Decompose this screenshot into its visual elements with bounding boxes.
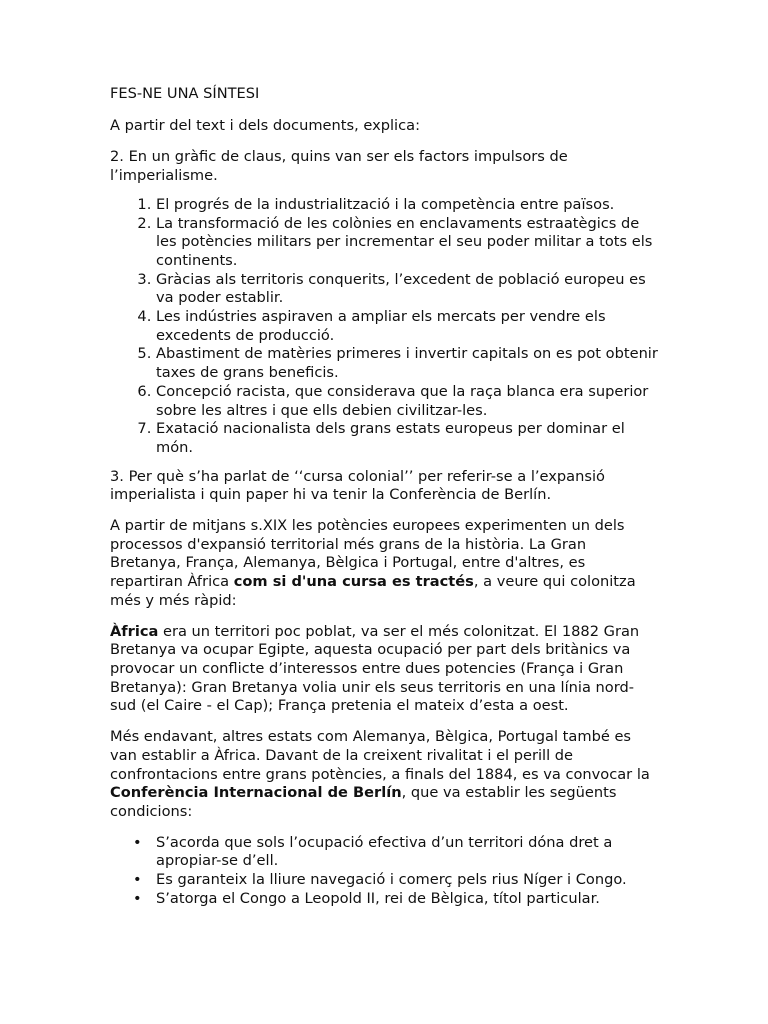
question-2: 2. En un gràfic de claus, quins van ser els factors impulsors de l’imperialisme. — [110, 148, 568, 185]
factor-item: 4. Les indústries aspiraven a ampliar els mercats per vendre els excedents de producció. — [156, 308, 660, 345]
factors-list — [110, 196, 660, 458]
conditions-list — [110, 834, 660, 909]
paragraph-cursa-colonial — [110, 517, 660, 611]
instruction-text: A partir del text i dels documents, explica: — [110, 116, 420, 134]
paragraph-text: era un territori poc poblat, va ser el més colonitzat. El 1882 Gran Bretanya va ocupar Egipte, aquesta ocupació per part dels britànics va provocar un conflicte d’interessos entre dues potencies (França i Gran Bretanya): Gran Bretanya volia unir els seus territoris en una línia nord-sud (el Caire - el Cap); França pretenia el mateix d’esta a oest. — [110, 622, 640, 715]
factor-item: 3. Gràcias als territoris conquerits, l’excedent de població europeu es va poder establir. — [156, 271, 660, 308]
factor-item: 1. El progrés de la industrialització i la competència entre països. — [156, 196, 660, 215]
paragraph-text: Més endavant, altres estats com Alemanya, Bèlgica, Portugal també es van establir a Àfrica. Davant de la creixent rivalitat i el perill de confrontacions entre grans potències, a finals del 1884, es va convocar la — [110, 728, 650, 783]
condition-item — [133, 833, 660, 871]
factor-item: 2. La transformació de les colònies en enclavaments estraatègics de les potències militars per incrementar el seu poder militar a tots els continents. — [156, 215, 660, 271]
factor-item: 6. Concepció racista, que considerava que la raça blanca era superior sobre les altres i que ells debien civilitzar-les. — [156, 383, 660, 420]
bold-phrase: com si d'una cursa es tractés — [233, 573, 474, 591]
condition-item — [133, 889, 660, 909]
bullet-icon: • — [133, 889, 142, 907]
condition-item — [133, 871, 660, 890]
paragraph-africa — [110, 623, 660, 717]
question-3: 3. Per què s’ha parlat de ‘‘cursa colonial’’ per referir-se a l’expansió imperialista i quin paper hi va tenir la Conferència de Berlín. — [110, 467, 605, 504]
factor-item: 7. Exatació nacionalista dels grans estats europeus per dominar el món. — [156, 420, 660, 457]
document-body — [110, 85, 660, 908]
bullet-icon: • — [133, 833, 142, 851]
bold-phrase: Conferència Internacional de Berlín — [110, 784, 402, 802]
factor-item: 5. Abastiment de matèries primeres i invertir capitals on es pot obtenir taxes de grans beneficis. — [156, 345, 660, 382]
condition-text: S’acorda que sols l’ocupació efectiva d’un territori dóna dret a apropiar-se d’ell. — [156, 833, 613, 870]
paragraph-text: , que va establir les següents condicions: — [110, 784, 617, 820]
paragraph-text: A partir de mitjans s.XIX les potències europees experimenten un dels processos d'expansió territorial més grans de la història. La Gran Bretanya, França, Alemanya, Bèlgica i Portugal, entre d'altres, es repartiran Àfrica — [110, 517, 625, 591]
bullet-icon: • — [133, 871, 142, 889]
condition-text: S’atorga el Congo a Leopold II, rei de Bèlgica, títol particular. — [156, 889, 600, 907]
paragraph-text: , a veure qui colonitza més y més ràpid: — [110, 573, 636, 609]
bold-phrase: Àfrica — [110, 622, 159, 640]
paragraph-berlin-conference — [110, 728, 660, 822]
document-title: FES-NE UNA SÍNTESI — [110, 85, 260, 102]
condition-text: Es garanteix la lliure navegació i comerç pels rius Níger i Congo. — [156, 871, 627, 889]
